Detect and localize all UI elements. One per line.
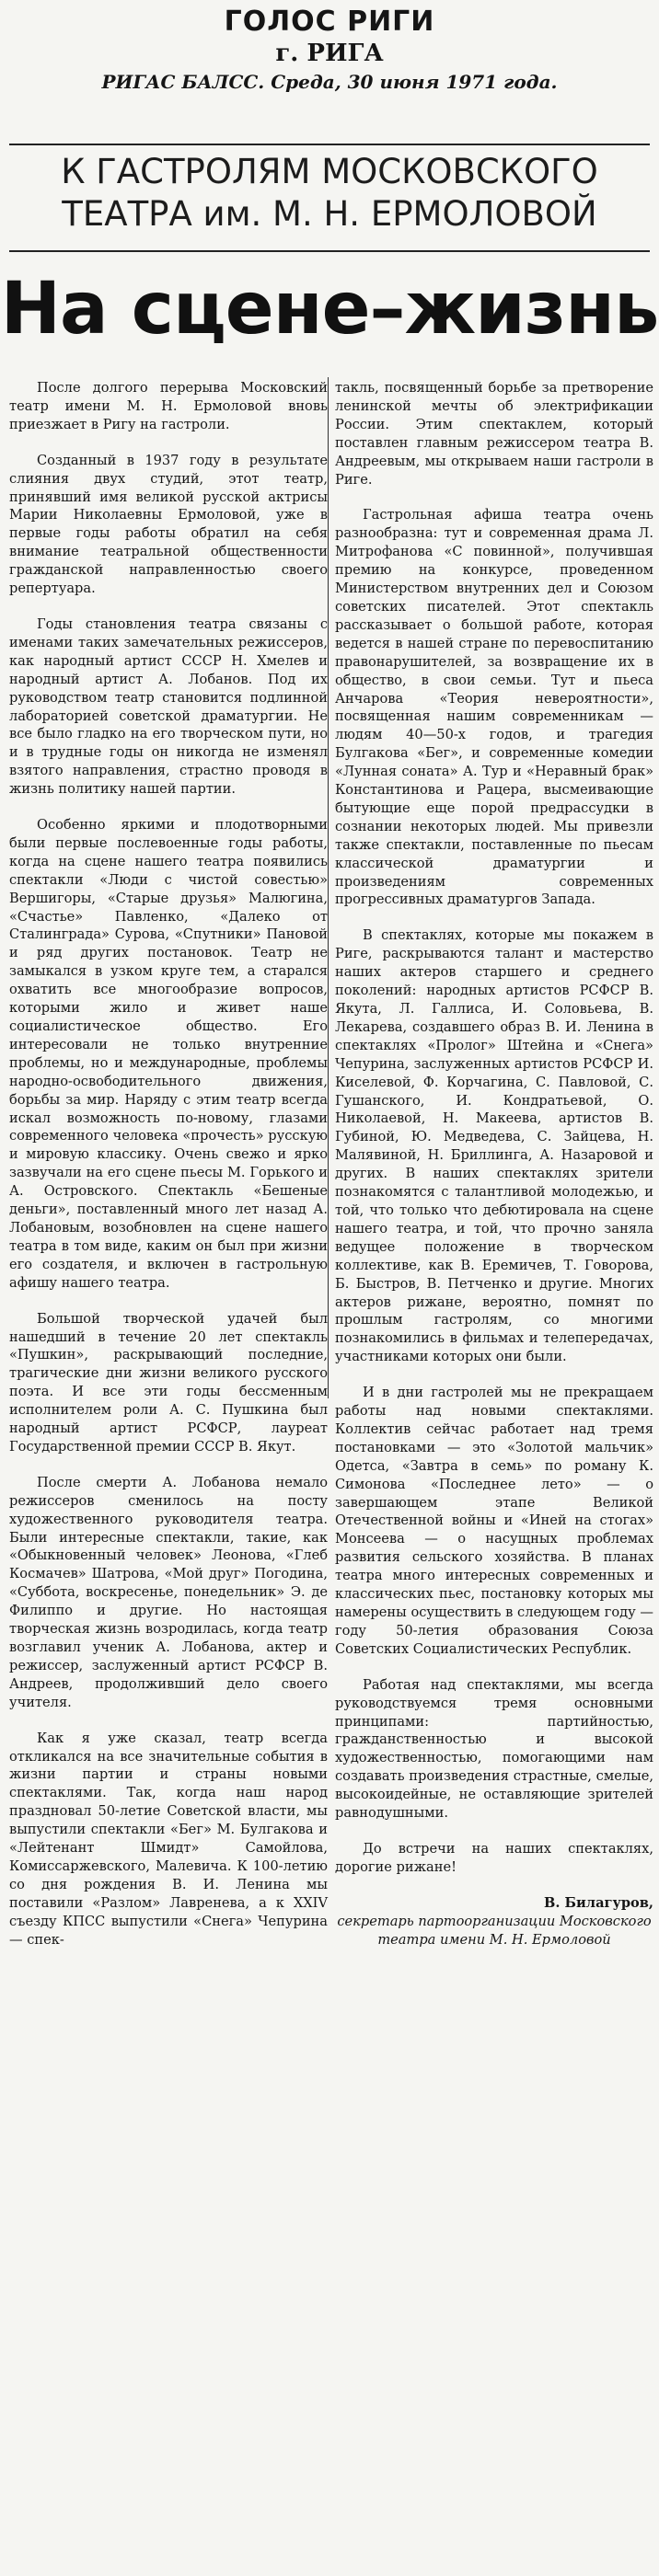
- paragraph-history: Созданный в 1937 году в результате слияния двух студий, этот театр, принявший имя великой русской актрисы Марии Николаевны Ермоловой, уже в первые годы работы обратил на себя внимание театральной общественности гражданской направленностью своего репертуара.: [9, 452, 328, 597]
- paragraph-founders: Годы становления театра связаны с именами таких замечательных режиссеров, как народный артист СССР Н. Хмелев и народный артист А. Лобанов. Под их руководством театр становится подлинной лабораторией советской драматургии. Не все было гладко на его творческом пути, но и в трудные годы он никогда не изменял взятого направления, страстно проводя в жизнь политику нашей партии.: [9, 615, 328, 798]
- paragraph-actors: В спектаклях, которые мы покажем в Риге, раскрываются талант и мастерство наших актеров старшего и среднего поколений: народных артистов РСФСР В. Якута, Л. Галлиса, И. Соловьева, В. Лекарева, создавшего образ В. И. Ленина в спектаклях «Пролог» Штейна и «Снега» Чепурина, заслуженных артистов РСФСР И. Киселевой, Ф. Корчагина, С. Павловой, С. Гушанского, И. Кондратьевой, О. Николаевой, Н. Макеева, артистов В. Губиной, Ю. Медведева, С. Зайцева, Н. Малявиной, Н. Бриллинга, А. Назаровой и других. В наших спектаклях зрители познакомятся с талантливой молодежью, и той, что только что дебютировала на сцене нашего театра, и той, что прочно заняла ведущее положение в творческом коллективе, как В. Еремичев, Т. Говорова, Б. Быстров, В. Петченко и другие. Многих актеров рижане, вероятно, помнят по прошлым гастролям, со многими познакомились в фильмах и телепередачах, участниками которых они были.: [335, 927, 653, 1365]
- article-headline: На сцене–жизнь: [0, 268, 659, 351]
- column-rule: [328, 377, 329, 1398]
- paragraph-principles: Работая над спектаклями, мы всегда руководствуемся тремя основными принципами: партийностью, гражданственностью и высокой художественностью, помогающими нам создавать произведения страстные, смелые, высокоидейные, не оставляющие зрителей равнодушными.: [335, 1676, 653, 1822]
- city-line: г. РИГА: [275, 40, 384, 67]
- masthead: [0, 0, 659, 138]
- paragraph-events: Как я уже сказал, театр всегда откликался на все значительные события в жизни партии и страны новыми спектаклями. Так, когда наш народ праздновал 50-летие Советской власти, мы выпустили спектакли «Бег» М. Булгакова и «Лейтенант Шмидт» Самойлова, Комиссаржевского, Малевича. К 100-летию со дня рождения В. И. Ленина мы поставили «Разлом» Лавренева, а к XXIV съезду КПСС выпустили «Снега» Чепурина — спек-: [9, 1730, 328, 1948]
- paragraph-intro: После долгого перерыва Московский театр имени М. Н. Ермоловой вновь приезжает в Ригу на гастроли.: [9, 380, 328, 432]
- paragraph-repertoire: Гастрольная афиша театра очень разнообразна: тут и современная драма Л. Митрофанова «С повинной», получившая премию на конкурсе, проведенном Министерством внутренних дел и Союзом советских писателей. Этот спектакль рассказывает о большой работе, которая ведется в нашей стране по перевоспитанию правонарушителей, за возвращение их в общество, в свои семьи. Тут и пьеса Анчарова «Теория невероятности», посвященная нашим современникам — людям 40—50-х годов, и трагедия Булгакова «Бег», и современные комедии «Лунная соната» А. Тур и «Неравный брак» Константинова и Рацера, высмеивающие бытующие еще порой предрассудки в сознании некоторых людей. Мы привезли также спектакли, поставленные по пьесам классической драматургии и произведениям современных прогрессивных драматургов Запада.: [335, 507, 653, 908]
- author-title: секретарь партоорганизации Московского театра имени М. Н. Ермоловой: [337, 1913, 652, 1948]
- paragraph-postwar: Особенно яркими и плодотворными были первые послевоенные годы работы, когда на сцене нашего театра появились спектакли «Люди с чистой совестью» Вершигоры, «Старые друзья» Малюгина, «Счастье» Павленко, «Далеко от Сталинграда» Сурова, «Спутники» Пановой и ряд других постановок. Театр не замыкался в узком круге тем, а старался охватить все многообразие вопросов, которыми жило и живет наше социалистическое общество. Его интересовали не только внутренние проблемы, но и международные, проблемы народно-освободительного движения, борьбы за мир. Наряду с этим театр всегда искал возможность по-новому, глазами современного человека «прочесть» русскую и мировую классику. Очень свежо и ярко зазвучали на его сцене пьесы М. Горького и А. Островского. Спектакль «Бешеные деньги», поставленный много лет назад А. Лобановым, возобновлен на сцене нашего театра в том виде, каким он был при жизни его создателя, и включен в гастрольную афишу нашего театра.: [9, 817, 328, 1291]
- kicker-line-1: К ГАСТРОЛЯМ МОСКОВСКОГО: [61, 152, 598, 191]
- author-name: В. Билагуров,: [544, 1894, 653, 1911]
- paragraph-closing: До встречи на наших спектаклях, дорогие рижане!: [335, 1840, 653, 1875]
- paragraph-directors: После смерти А. Лобанова немало режиссеров сменилось на посту художественного руководителя театра. Были интересные спектакли, такие, как «Обыкновенный человек» Леонова, «Глеб Космачев» Шатрова, «Мой друг» Погодина, «Суббота, воскресенье, понедельник» Э. де Филиппо и другие. Но настоящая творческая жизнь возродилась, когда театр возглавил ученик А. Лобанова, актер и режиссер, заслуженный артист РСФСР В. Андреев, продолживший дело своего учителя.: [9, 1474, 328, 1710]
- paragraph-continuation: такль, посвященный борьбе за претворение ленинской мечты об электрификации России. Этим спектаклем, который поставлен главным режиссером театра В. Андреевым, мы открываем наши гастроли в Риге.: [335, 380, 653, 488]
- paragraph-pushkin: Большой творческой удачей был нашедший в течение 20 лет спектакль «Пушкин», раскрывающий последние, трагические дни жизни великого русского поэта. И все эти годы бессменным исполнителем роли А. С. Пушкина был народный артист РСФСР, лауреат Государственной премии СССР В. Якут.: [9, 1310, 328, 1455]
- article-kicker: [0, 151, 659, 236]
- kicker-line-2: ТЕАТРА им. М. Н. ЕРМОЛОВОЙ: [62, 194, 597, 234]
- paragraph-new-work: И в дни гастролей мы не прекращаем работы над новыми спектаклями. Коллектив сейчас работает над тремя постановками — это «Золотой мальчик» Одетса, «Завтра в семь» по роману К. Симонова «Последнее лето» — о завершающем этапе Великой Отечественной войны и «Иней на стогах» Монсеева — о насущных проблемах развития сельского хозяйства. В планах театра много интересных современных и классических пьес, постановку которых мы намерены осуществить в следующем году — году 50-летия образования Союза Советских Социалистических Республик.: [335, 1385, 653, 1657]
- article-column-left: [9, 379, 328, 1967]
- article-column-right: [335, 379, 653, 1949]
- kicker-divider: [9, 250, 650, 252]
- masthead-divider: [9, 144, 650, 145]
- author-signature: [335, 1894, 653, 1949]
- dateline: РИГАС БАЛСС. Среда, 30 июня 1971 года.: [101, 71, 558, 93]
- newspaper-name: ГОЛОС РИГИ: [224, 6, 435, 38]
